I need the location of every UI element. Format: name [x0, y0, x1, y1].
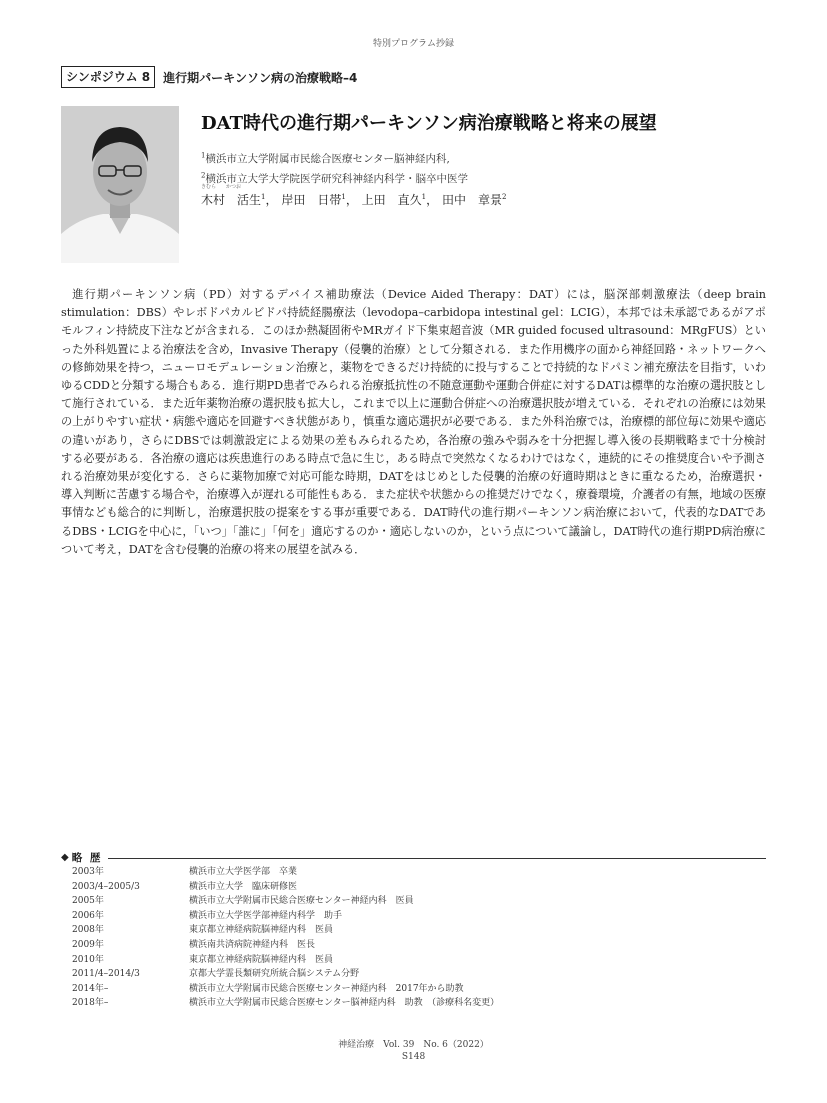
biography-description: 横浜市立大学医学部 卒業: [189, 867, 298, 877]
biography-description: 横浜市立大学附属市民総合医療センター脳神経内科 助教 （診療科名変更）: [189, 998, 500, 1009]
author: [281, 191, 341, 208]
author-name: 岸田 日帯: [281, 193, 342, 207]
footer-journal: 神経治療 Vol. 39 No. 6（2022）: [338, 1040, 489, 1050]
biography-description: 京都大学霊長類研究所統合脳システム分野: [189, 969, 360, 980]
abstract-text: 進行期パーキンソン病（PD）対するデバイス補助療法（Device Aided Therapy：DAT）には，脳深部刺激療法（deep brain stimulation：DBS）やレボドパカルビドパ持続経腸療法（levodopa–carbidopa intestinal gel：LCIG），本邦では未承認であるがアポモルフィン持続皮下注などが含まれる．このほか熱凝固術やMRガイド下集束超音波（MR guided focused ultrasound：MRgFUS）といった外科処置による治療法を含め，Invasive Therapy（侵襲的治療）として分類される．また作用機序の面から神経回路・ネットワークへの修飾効果を持つ，ニューロモデュレーション治療と，薬物をできるだけ持続的に投与することで持続的なドパミン補充療法を目指す，いわゆるCDDと分類する場合もある．進行期PD患者でみられる治療抵抗性の不随意運動や運動合併症に対するDATは標準的な治療の選択肢として施行されている．また近年薬物治療の選択肢も拡大し，これまで以上に運動合併症への治療選択肢が増えている．それぞれの治療には効果の上がりやすい症状・病態や適応を回避すべき状態があり，慎重な適応選択が必要である．また外科治療では，治療標的部位毎に効果や適応の違いがあり，さらにDBSでは刺激設定による効果の差もみられるため，各治療の強みや弱みを十分把握し導入後の長期戦略まで十分検討する必要がある．各治療の適応は疾患進行のある時点で急に生じ，ある時点で突然なくなるわけではなく，連続的にその推奨度合いや予測される治療効果が変化する．さらに薬物加療で対応可能な時期，DATをはじめとした侵襲的治療の好適時期はときに重なるため，治療選択・導入判断に苦慮する場合や，治療導入が遅れる可能性もある．また症状や状態からの推奨だけでなく，療養環境，介護者の有無，地域の医療事情なども総合的に判断し，治療選択肢の提案をする事が重要である．DAT時代の進行期パーキンソン病治療において，代表的なDATであるDBS・LCIGを中心に，「いつ」「誰に」「何を」適応するのか・適応しないのか，という点について議論し，DAT時代の進行期PD病治療について考え，DATを含む侵襲的治療の将来の展望を試みる．: [61, 288, 766, 556]
biography-description: 横浜市立大学 臨床研修医: [189, 881, 298, 892]
biography-entry: [72, 953, 766, 968]
affiliation-1-mark: 1: [201, 151, 206, 160]
biography-label: 略 歴: [71, 852, 103, 864]
author-separator: ，: [426, 193, 439, 207]
running-head: 特別プログラム抄録: [373, 39, 454, 49]
author-photo: [61, 106, 179, 263]
symposium-title: 進行期パーキンソン病の治療戦略–4: [163, 70, 358, 85]
biography-year: 2005年: [72, 896, 104, 907]
biography-description: 横浜市立大学附属市民総合医療センター神経内科 医員: [189, 896, 414, 907]
author: [201, 184, 262, 208]
author-name: 田中 章景: [441, 193, 502, 207]
biography-year: 2009年: [72, 939, 104, 950]
biography-year: 2003年: [72, 867, 104, 877]
author: [362, 191, 422, 208]
author-portrait-image: [61, 106, 179, 263]
diamond-bullet-icon: ◆: [61, 852, 69, 863]
biography-entry: [72, 880, 766, 895]
page-number: S148: [401, 1052, 426, 1062]
biography-entry: [72, 909, 766, 924]
biography-description: 東京都立神経病院脳神経内科 医員: [189, 954, 334, 965]
biography-year: 2010年: [72, 954, 104, 965]
biography-year: 2011/4–2014/3: [72, 969, 140, 980]
author-list: [201, 184, 507, 208]
biography-entry: [72, 894, 766, 909]
author-separator: ，: [265, 193, 278, 207]
biography-entry: [72, 865, 766, 880]
author-name: 上田 直久: [361, 193, 422, 207]
symposium-label: シンポジウム 8: [61, 66, 155, 88]
affiliation-1: [201, 151, 450, 166]
biography-divider: [108, 858, 766, 859]
abstract: [61, 286, 766, 559]
biography-entry: [72, 982, 766, 997]
biography-year: 2014年–: [72, 983, 109, 994]
biography-year: 2008年: [72, 925, 104, 936]
affiliation-1-text: 横浜市立大学附属市民総合医療センター脳神経内科,: [205, 153, 450, 165]
biography-description: 東京都立神経病院脳神経内科 医員: [189, 925, 334, 936]
author-affiliation-mark: 1: [421, 193, 427, 201]
biography-entry: [72, 938, 766, 953]
biography-entry: [72, 967, 766, 982]
author-separator: ，: [345, 193, 358, 207]
biography-list: [72, 865, 766, 1011]
biography-year: 2003/4–2005/3: [72, 881, 140, 892]
author-name: 木村 活生: [201, 193, 262, 207]
biography-year: 2018年–: [72, 998, 109, 1009]
biography-entry: [72, 996, 766, 1011]
biography-description: 横浜南共済病院神経内科 医長: [189, 939, 316, 950]
author-ruby: きむら かつお: [201, 184, 242, 190]
affiliation-2-text: 横浜市立大学大学院医学研究科神経内科学・脳卒中医学: [205, 173, 468, 185]
author-affiliation-mark: 1: [261, 193, 266, 201]
author-affiliation-mark: 2: [502, 193, 507, 201]
affiliation-2: [201, 171, 468, 186]
article-title: DAT時代の進行期パーキンソン病治療戦略と将来の展望: [201, 113, 657, 134]
biography-description: 横浜市立大学医学部神経内科学 助手: [189, 910, 343, 921]
biography-header: [61, 850, 766, 865]
affiliation-2-mark: 2: [201, 171, 206, 180]
biography-year: 2006年: [72, 910, 104, 921]
symposium-header: [61, 66, 357, 88]
author: [442, 191, 502, 208]
biography-description: 横浜市立大学附属市民総合医療センター神経内科 2017年から助教: [189, 983, 464, 994]
author-affiliation-mark: 1: [341, 193, 346, 201]
biography-entry: [72, 923, 766, 938]
